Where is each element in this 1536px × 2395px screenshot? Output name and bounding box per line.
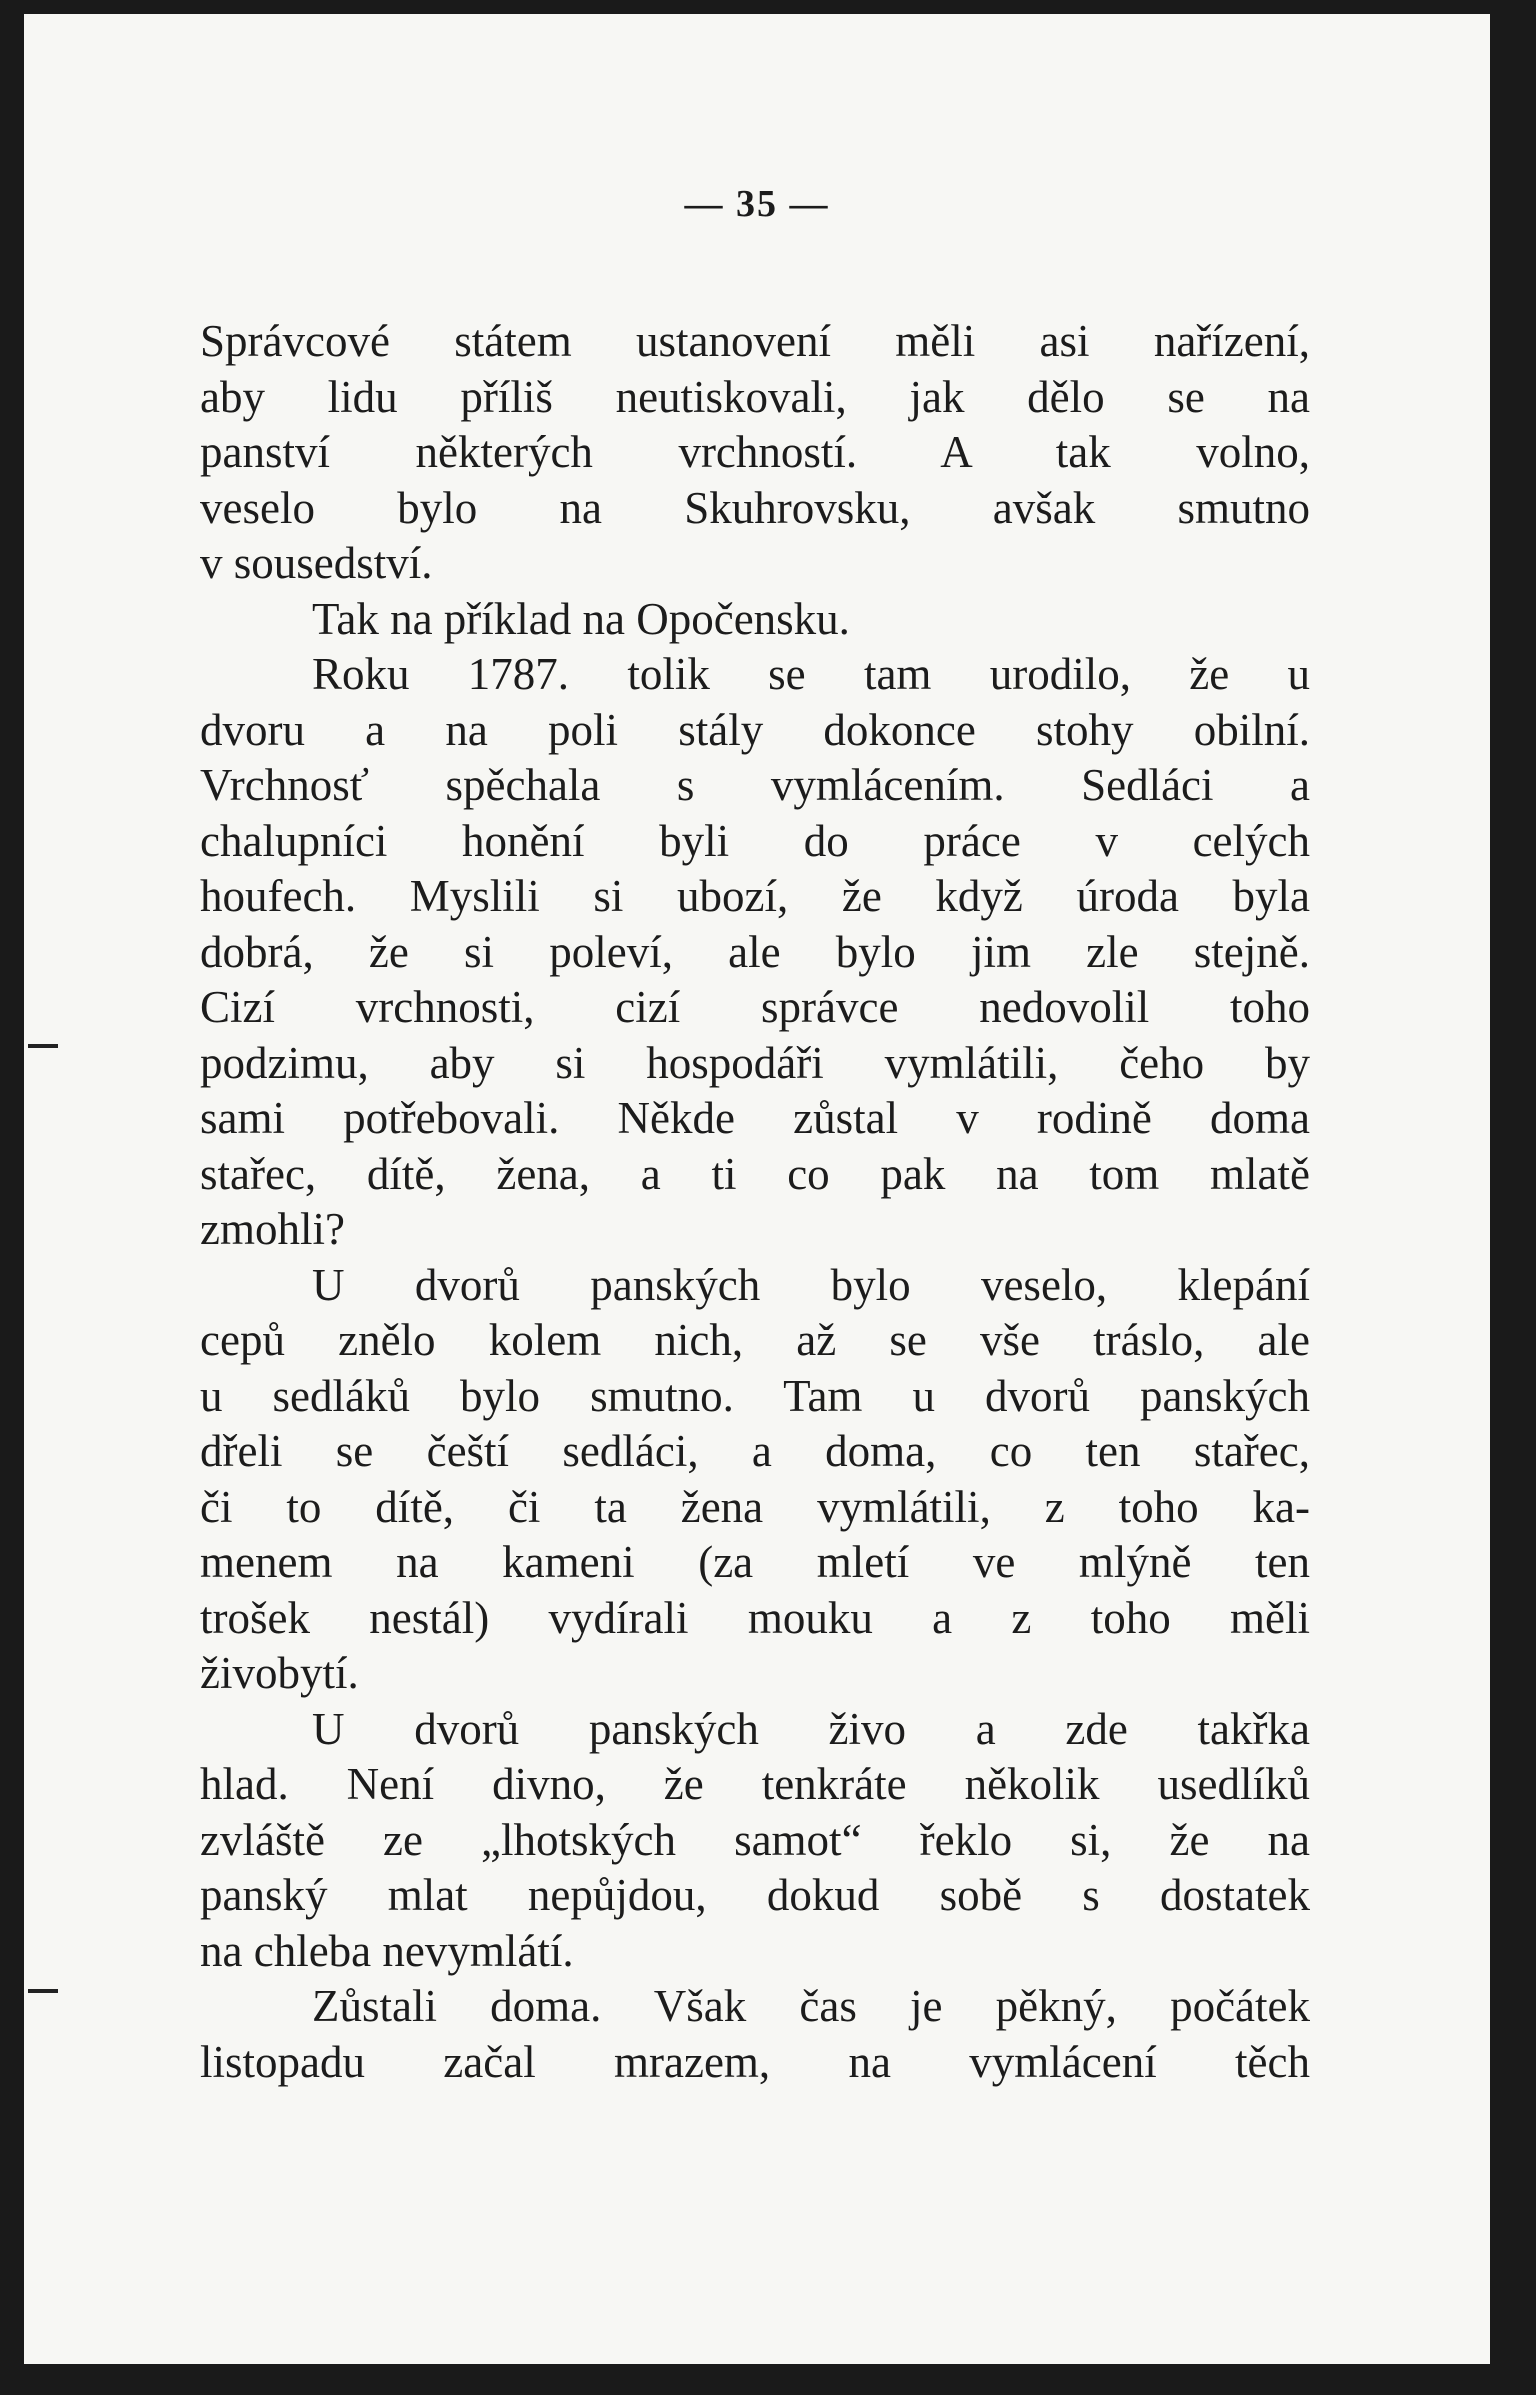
text-line: podzimu, aby si hospodáři vymlátili, čeho by bbox=[200, 1037, 1310, 1088]
text-line: panský mlat nepůjdou, dokud sobě s dostatek bbox=[200, 1870, 1310, 1920]
text-line: či to dítě, či ta žena vymlátili, z toho ka- bbox=[200, 1481, 1310, 1532]
text-line: menem na kameni (za mletí ve mlýně ten bbox=[200, 1537, 1310, 1587]
text-line: v sousedství. bbox=[200, 538, 433, 588]
book-page bbox=[24, 14, 1490, 2364]
page-number: — 35 — bbox=[684, 183, 830, 225]
text-line: dvoru a na poli stály dokonce stohy obilní. bbox=[200, 704, 1310, 755]
text-line: trošek nestál) vydírali mouku a z toho měli bbox=[200, 1592, 1310, 1643]
text-line: Tak na příklad na Opočensku. bbox=[312, 593, 850, 644]
text-line: zvláště ze „lhotských samot“ řeklo si, že na bbox=[200, 1814, 1310, 1865]
text-line: dřeli se čeští sedláci, a doma, co ten stařec, bbox=[200, 1426, 1310, 1476]
text-line: u sedláků bylo smutno. Tam u dvorů panských bbox=[200, 1370, 1310, 1421]
text-line: Vrchnosť spěchala s vymlácením. Sedláci a bbox=[200, 760, 1310, 810]
binding-mark bbox=[28, 1044, 58, 1048]
text-line: stařec, dítě, žena, a ti co pak na tom mlatě bbox=[200, 1148, 1310, 1199]
text-line: Zůstali doma. Však čas je pěkný, počátek bbox=[312, 1981, 1310, 2031]
text-line: U dvorů panských živo a zde takřka bbox=[312, 1703, 1310, 1754]
text-line: houfech. Myslili si ubozí, že když úroda byla bbox=[200, 871, 1310, 921]
text-line: sami potřebovali. Někde zůstal v rodině doma bbox=[200, 1093, 1310, 1143]
text-line: chalupníci honění byli do práce v celých bbox=[200, 815, 1310, 866]
binding-mark bbox=[28, 1989, 58, 1993]
text-line: zmohli? bbox=[200, 1204, 345, 1254]
text-line: aby lidu příliš neutiskovali, jak dělo se na bbox=[200, 371, 1310, 422]
text-line: Roku 1787. tolik se tam urodilo, že u bbox=[312, 649, 1310, 699]
text-line: Cizí vrchnosti, cizí správce nedovolil toho bbox=[200, 982, 1310, 1032]
text-line: panství některých vrchností. A tak volno, bbox=[200, 427, 1310, 477]
text-line: živobytí. bbox=[200, 1648, 359, 1698]
text-line: cepů znělo kolem nich, až se vše tráslo, ale bbox=[200, 1315, 1310, 1365]
text-line: U dvorů panských bylo veselo, klepání bbox=[312, 1259, 1310, 1310]
text-line: Správcové státem ustanovení měli asi nařízení, bbox=[200, 316, 1310, 366]
text-line: dobrá, že si poleví, ale bylo jim zle stejně. bbox=[200, 926, 1310, 977]
text-line: listopadu začal mrazem, na vymlácení těch bbox=[200, 2036, 1310, 2087]
text-line: veselo bylo na Skuhrovsku, avšak smutno bbox=[200, 482, 1310, 533]
text-line: na chleba nevymlátí. bbox=[200, 1925, 574, 1976]
text-line: hlad. Není divno, že tenkráte několik usedlíků bbox=[200, 1759, 1310, 1809]
body-text bbox=[200, 314, 1310, 2090]
